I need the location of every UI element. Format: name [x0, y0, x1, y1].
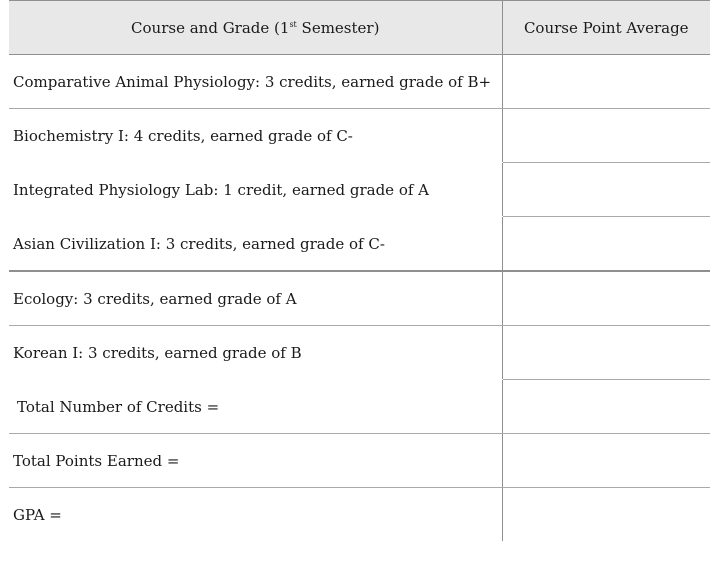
course-cell: Asian Civilization I: 3 credits, earned grade of C- — [9, 217, 502, 272]
point-average-cell[interactable] — [502, 217, 710, 272]
course-cell: Biochemistry I: 4 credits, earned grade of C- — [9, 109, 502, 163]
header-row — [9, 1, 710, 55]
table-row — [9, 434, 710, 488]
point-average-cell[interactable] — [502, 109, 710, 163]
total-credits-label: Total Number of Credits = — [9, 380, 502, 434]
table-row — [9, 326, 710, 380]
total-points-label: Total Points Earned = — [9, 434, 502, 488]
point-average-cell[interactable] — [502, 55, 710, 109]
total-points-cell[interactable] — [502, 434, 710, 488]
course-point-average-header: Course Point Average — [502, 1, 710, 55]
table-row — [9, 488, 710, 542]
point-average-cell[interactable] — [502, 163, 710, 217]
table-row — [9, 55, 710, 109]
table-row — [9, 217, 710, 272]
course-cell: Comparative Animal Physiology: 3 credits, earned grade of B+ — [9, 55, 502, 109]
table-row — [9, 380, 710, 434]
point-average-cell[interactable] — [502, 271, 710, 326]
course-and-grade-header — [9, 1, 502, 55]
gpa-label: GPA = — [13, 505, 62, 524]
course-header-suffix: Semester) — [296, 18, 380, 37]
point-average-cell[interactable] — [502, 326, 710, 380]
table-row — [9, 271, 710, 326]
gpa-worksheet — [9, 0, 710, 541]
gpa-cell[interactable] — [502, 488, 710, 542]
course-cell: Ecology: 3 credits, earned grade of A — [9, 271, 502, 326]
total-credits-cell[interactable] — [502, 380, 710, 434]
gpa-table — [9, 0, 710, 541]
course-cell: Integrated Physiology Lab: 1 credit, earned grade of A — [9, 163, 502, 217]
table-row — [9, 163, 710, 217]
table-row — [9, 109, 710, 163]
course-header-text: Course and Grade (1 — [131, 18, 290, 37]
course-cell: Korean I: 3 credits, earned grade of B — [9, 326, 502, 380]
course-header-superscript: st — [289, 19, 297, 29]
